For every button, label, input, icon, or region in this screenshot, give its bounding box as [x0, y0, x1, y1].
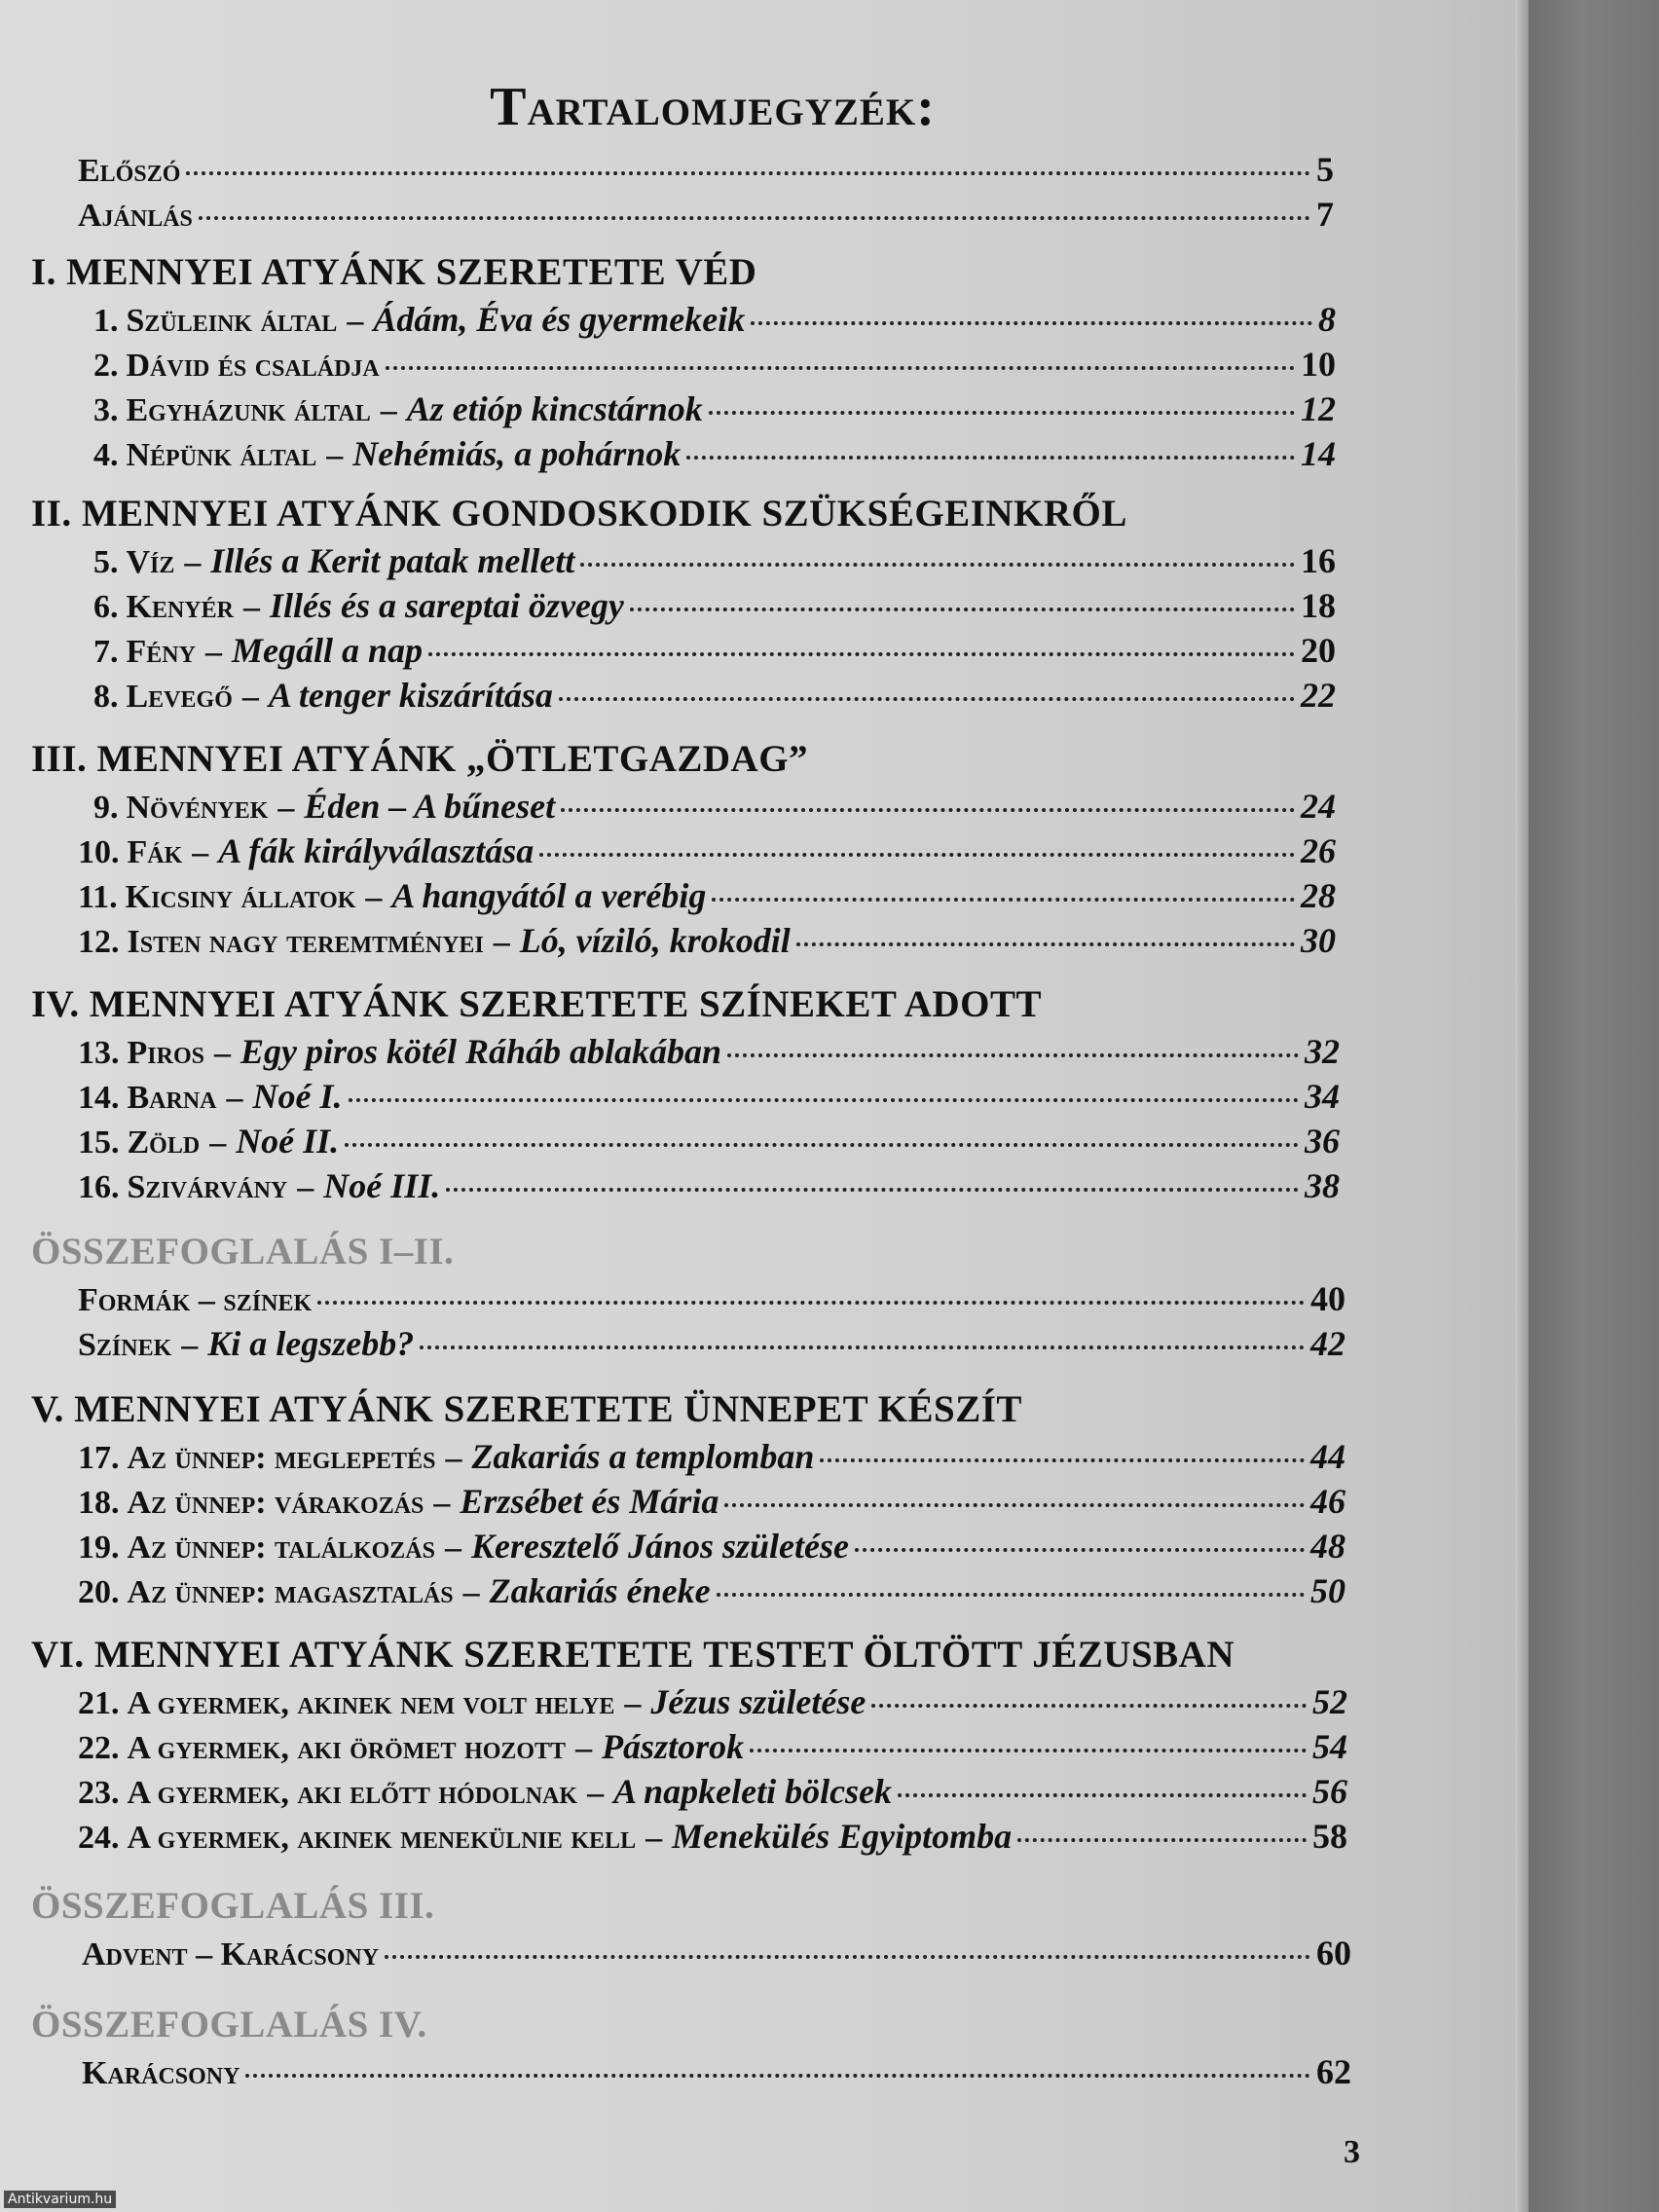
- leader-dots: [709, 411, 1295, 415]
- entry-label: Víz: [126, 544, 175, 580]
- toc-entry: [78, 1525, 1346, 1567]
- entry-number: 16.: [78, 1169, 120, 1205]
- entry-page: 14: [1301, 434, 1336, 473]
- leader-dots: [349, 1098, 1299, 1102]
- section-heading: IV. MENNYEI ATYÁNK SZERETETE SZÍNEKET ADOTT: [31, 983, 1042, 1025]
- leader-dots: [796, 942, 1295, 946]
- entry-page: 18: [1301, 586, 1336, 625]
- entry-dash: –: [184, 544, 202, 580]
- entry-page: 7: [1316, 195, 1334, 234]
- leader-dots: [446, 1188, 1299, 1192]
- entry-page: 12: [1301, 389, 1336, 428]
- entry-subtitle: Jézus születése: [650, 1682, 866, 1721]
- leader-dots: [750, 1749, 1307, 1752]
- summary-heading: ÖSSZEFOGLALÁS IV.: [31, 2004, 427, 2046]
- entry-number: 19.: [78, 1530, 120, 1566]
- entry-label: A gyermek, aki előtt hódolnak: [127, 1775, 578, 1811]
- entry-subtitle: A tenger kiszárítása: [268, 676, 553, 715]
- entry-label: Levegő: [126, 679, 233, 715]
- entry-number: 6.: [93, 589, 119, 625]
- toc-entry: [93, 539, 1336, 582]
- entry-subtitle: Egy piros kötél Ráháb ablakában: [240, 1032, 722, 1071]
- page-number: 3: [1344, 2134, 1360, 2170]
- entry-page: 62: [1316, 2052, 1351, 2091]
- toc-entry-front: [78, 193, 1334, 236]
- toc-entry: [78, 919, 1336, 962]
- toc-entry: [78, 1569, 1346, 1612]
- entry-label: Az ünnep: magasztalás: [127, 1574, 454, 1610]
- entry-page: 32: [1305, 1032, 1340, 1071]
- entry-number: 8.: [93, 679, 119, 715]
- entry-label: Advent – Karácsony: [82, 1936, 380, 1972]
- leader-dots: [751, 321, 1312, 325]
- entry-dash: –: [242, 589, 260, 625]
- entry-dash: –: [241, 679, 259, 715]
- leader-dots: [580, 563, 1295, 567]
- leader-dots: [1017, 1838, 1307, 1842]
- entry-label: Fák: [127, 834, 183, 870]
- entry-page: 22: [1301, 676, 1336, 715]
- entry-subtitle: A fák királyválasztása: [218, 831, 535, 870]
- entry-subtitle: Ki a legszebb?: [207, 1324, 415, 1363]
- leader-dots: [871, 1704, 1307, 1708]
- entry-page: 44: [1310, 1437, 1346, 1476]
- entry-label: Piros: [127, 1035, 204, 1071]
- entry-dash: –: [587, 1775, 605, 1811]
- toc-entry: [78, 1030, 1340, 1073]
- entry-label: Egyházunk által: [126, 392, 371, 428]
- leader-dots: [855, 1548, 1305, 1552]
- toc-entry: [93, 343, 1336, 386]
- leader-dots: [712, 898, 1295, 902]
- toc-entry: [93, 584, 1336, 627]
- entry-subtitle: Keresztelő János születése: [470, 1527, 849, 1566]
- entry-label: Karácsony: [82, 2055, 240, 2091]
- toc-entry: [93, 629, 1336, 672]
- entry-number: 23.: [78, 1775, 120, 1811]
- entry-subtitle: Éden – A bűneset: [304, 787, 556, 826]
- entry-label: Kenyér: [126, 589, 234, 625]
- toc-entry: [93, 387, 1336, 430]
- entry-dash: –: [365, 879, 383, 915]
- entry-page: 20: [1301, 631, 1336, 670]
- leader-dots: [345, 1143, 1299, 1147]
- toc-entry: [78, 1680, 1347, 1723]
- leader-dots: [420, 1346, 1305, 1349]
- entry-subtitle: Noé III.: [323, 1166, 441, 1205]
- entry-number: 15.: [78, 1124, 120, 1161]
- entry-number: 17.: [78, 1440, 120, 1476]
- entry-dash: –: [192, 834, 209, 870]
- toc-entry: [78, 1277, 1346, 1320]
- entry-dash: –: [433, 1485, 451, 1521]
- entry-label: Zöld: [127, 1124, 201, 1161]
- entry-page: 60: [1316, 1934, 1351, 1972]
- page-edge: [1515, 0, 1529, 2212]
- entry-number: 4.: [93, 437, 119, 473]
- entry-subtitle: Noé II.: [236, 1122, 340, 1161]
- entry-number: 24.: [78, 1820, 120, 1856]
- entry-number: 1.: [93, 303, 119, 339]
- entry-label: Szivárvány: [127, 1169, 288, 1205]
- entry-dash: –: [213, 1035, 231, 1071]
- entry-label: A gyermek, akinek menekülnie kell: [127, 1820, 637, 1856]
- entry-page: 48: [1310, 1527, 1346, 1566]
- entry-page: 24: [1301, 787, 1336, 826]
- leader-dots: [385, 1955, 1310, 1959]
- leader-dots: [539, 853, 1295, 857]
- leader-dots: [724, 1503, 1305, 1507]
- entry-page: 46: [1310, 1482, 1346, 1521]
- toc-entry: [82, 2050, 1351, 2093]
- toc-entry: [78, 1164, 1340, 1207]
- entry-subtitle: Illés a Kerit patak mellett: [210, 541, 575, 580]
- toc-entry: [78, 1770, 1347, 1813]
- leader-dots: [561, 808, 1295, 812]
- leader-dots: [386, 366, 1295, 370]
- entry-label: Az ünnep: meglepetés: [127, 1440, 436, 1476]
- entry-dash: –: [575, 1730, 593, 1766]
- entry-page: 30: [1301, 921, 1336, 960]
- entry-label: Szüleink által: [126, 303, 338, 339]
- section-heading: II. MENNYEI ATYÁNK GONDOSKODIK SZÜKSÉGEINKRŐL: [31, 493, 1127, 535]
- entry-label: A gyermek, aki örömet hozott: [127, 1730, 567, 1766]
- entry-page: 26: [1301, 831, 1336, 870]
- entry-page: 56: [1312, 1772, 1347, 1811]
- entry-dash: –: [326, 437, 344, 473]
- entry-number: 3.: [93, 392, 119, 428]
- leader-dots: [317, 1301, 1305, 1305]
- entry-label: Formák – színek: [78, 1282, 313, 1318]
- entry-page: 16: [1301, 541, 1336, 580]
- summary-heading: ÖSSZEFOGLALÁS I–II.: [31, 1231, 455, 1272]
- background-strip: [1529, 0, 1659, 2212]
- entry-subtitle: Illés és a sareptai özvegy: [269, 586, 624, 625]
- page-title: Tartalomjegyzék:: [490, 77, 936, 137]
- entry-page: 58: [1312, 1817, 1347, 1856]
- entry-number: 12.: [78, 924, 120, 960]
- entry-page: 52: [1312, 1682, 1347, 1721]
- entry-dash: –: [624, 1685, 642, 1721]
- entry-dash: –: [462, 1574, 480, 1610]
- entry-page: 8: [1318, 300, 1336, 339]
- leader-dots: [727, 1053, 1299, 1057]
- entry-number: 9.: [93, 790, 119, 826]
- entry-label: Színek: [78, 1327, 172, 1363]
- entry-label: Előszó: [78, 153, 181, 189]
- entry-page: 5: [1316, 150, 1334, 189]
- entry-page: 34: [1305, 1077, 1340, 1116]
- entry-label: Az ünnep: várakozás: [127, 1485, 424, 1521]
- entry-number: 13.: [78, 1035, 120, 1071]
- entry-number: 10.: [78, 834, 120, 870]
- entry-dash: –: [347, 303, 364, 339]
- entry-dash: –: [493, 924, 510, 960]
- entry-dash: –: [297, 1169, 314, 1205]
- leader-dots: [428, 652, 1295, 656]
- entry-number: 11.: [78, 879, 118, 915]
- entry-label: Fény: [126, 634, 196, 670]
- entry-page: 42: [1310, 1324, 1346, 1363]
- entry-number: 20.: [78, 1574, 120, 1610]
- toc-entry: [93, 674, 1336, 717]
- entry-page: 38: [1305, 1166, 1340, 1205]
- entry-subtitle: A hangyától a verébig: [391, 876, 707, 915]
- entry-label: Dávid és családja: [126, 348, 380, 384]
- entry-dash: –: [380, 392, 397, 428]
- toc-entry: [78, 1815, 1347, 1858]
- leader-dots: [245, 2074, 1310, 2078]
- section-heading: I. MENNYEI ATYÁNK SZERETETE VÉD: [31, 251, 757, 293]
- leader-dots: [559, 697, 1295, 701]
- entry-number: 14.: [78, 1080, 120, 1116]
- entry-label: Az ünnep: találkozás: [127, 1530, 435, 1566]
- summary-heading: ÖSSZEFOGLALÁS III.: [31, 1885, 435, 1927]
- entry-dash: –: [645, 1820, 663, 1856]
- toc-entry: [82, 1932, 1351, 1974]
- toc-entry: [78, 1120, 1340, 1162]
- entry-page: 50: [1310, 1571, 1346, 1610]
- entry-subtitle: Ádám, Éva és gyermekeik: [373, 300, 746, 339]
- leader-dots: [199, 216, 1310, 220]
- leader-dots: [186, 171, 1310, 175]
- toc-entry-front: [78, 148, 1334, 191]
- entry-dash: –: [204, 634, 222, 670]
- entry-subtitle: Pásztorok: [602, 1727, 745, 1766]
- entry-label: Isten nagy teremtményei: [127, 924, 484, 960]
- entry-subtitle: Nehémiás, a pohárnok: [352, 434, 682, 473]
- entry-page: 40: [1310, 1279, 1346, 1318]
- toc-entry: [78, 1725, 1347, 1768]
- entry-label: A gyermek, akinek nem volt helye: [127, 1685, 615, 1721]
- toc-entry: [78, 1322, 1346, 1365]
- entry-dash: –: [181, 1327, 199, 1363]
- leader-dots: [820, 1458, 1305, 1462]
- entry-subtitle: Zakariás éneke: [489, 1571, 711, 1610]
- entry-subtitle: Megáll a nap: [231, 631, 423, 670]
- toc-entry: [78, 1075, 1340, 1118]
- entry-subtitle: Menekülés Egyiptomba: [672, 1817, 1013, 1856]
- entry-label: Barna: [127, 1080, 217, 1116]
- entry-number: 2.: [93, 348, 119, 384]
- entry-page: 10: [1301, 345, 1336, 384]
- entry-label: Kicsiny állatok: [125, 879, 356, 915]
- entry-subtitle: A napkeleti bölcsek: [613, 1772, 893, 1811]
- entry-dash: –: [277, 790, 295, 826]
- entry-subtitle: Ló, víziló, krokodil: [519, 921, 791, 960]
- entry-number: 22.: [78, 1730, 120, 1766]
- entry-number: 18.: [78, 1485, 120, 1521]
- section-heading: VI. MENNYEI ATYÁNK SZERETETE TESTET ÖLTÖTT JÉZUSBAN: [31, 1634, 1235, 1676]
- entry-dash: –: [226, 1080, 243, 1116]
- entry-dash: –: [209, 1124, 227, 1161]
- entry-dash: –: [445, 1440, 462, 1476]
- entry-subtitle: Zakariás a templomban: [471, 1437, 815, 1476]
- section-heading: III. MENNYEI ATYÁNK „ÖTLETGAZDAG”: [31, 738, 809, 780]
- toc-entry: [78, 830, 1336, 872]
- entry-number: 7.: [93, 634, 119, 670]
- leader-dots: [686, 456, 1295, 460]
- entry-subtitle: Noé I.: [252, 1077, 343, 1116]
- toc-entry: [78, 1480, 1346, 1523]
- entry-subtitle: Erzsébet és Mária: [460, 1482, 719, 1521]
- entry-number: 21.: [78, 1685, 120, 1721]
- entry-dash: –: [444, 1530, 461, 1566]
- leader-dots: [630, 608, 1295, 611]
- entry-subtitle: Az etióp kincstárnok: [406, 389, 703, 428]
- entry-page: 54: [1312, 1727, 1347, 1766]
- toc-entry: [93, 432, 1336, 475]
- entry-number: 5.: [93, 544, 119, 580]
- entry-label: Ajánlás: [78, 198, 193, 234]
- section-heading: V. MENNYEI ATYÁNK SZERETETE ÜNNEPET KÉSZÍT: [31, 1388, 1022, 1430]
- toc-entry: [93, 785, 1336, 828]
- toc-entry: [78, 874, 1336, 917]
- toc-entry: [78, 1435, 1346, 1478]
- entry-page: 36: [1305, 1122, 1340, 1161]
- entry-label: Növények: [126, 790, 269, 826]
- entry-label: Népünk által: [126, 437, 317, 473]
- watermark: Antikvarium.hu: [4, 2191, 116, 2208]
- leader-dots: [717, 1593, 1305, 1597]
- entry-page: 28: [1301, 876, 1336, 915]
- leader-dots: [898, 1793, 1307, 1797]
- toc-entry: [93, 298, 1336, 341]
